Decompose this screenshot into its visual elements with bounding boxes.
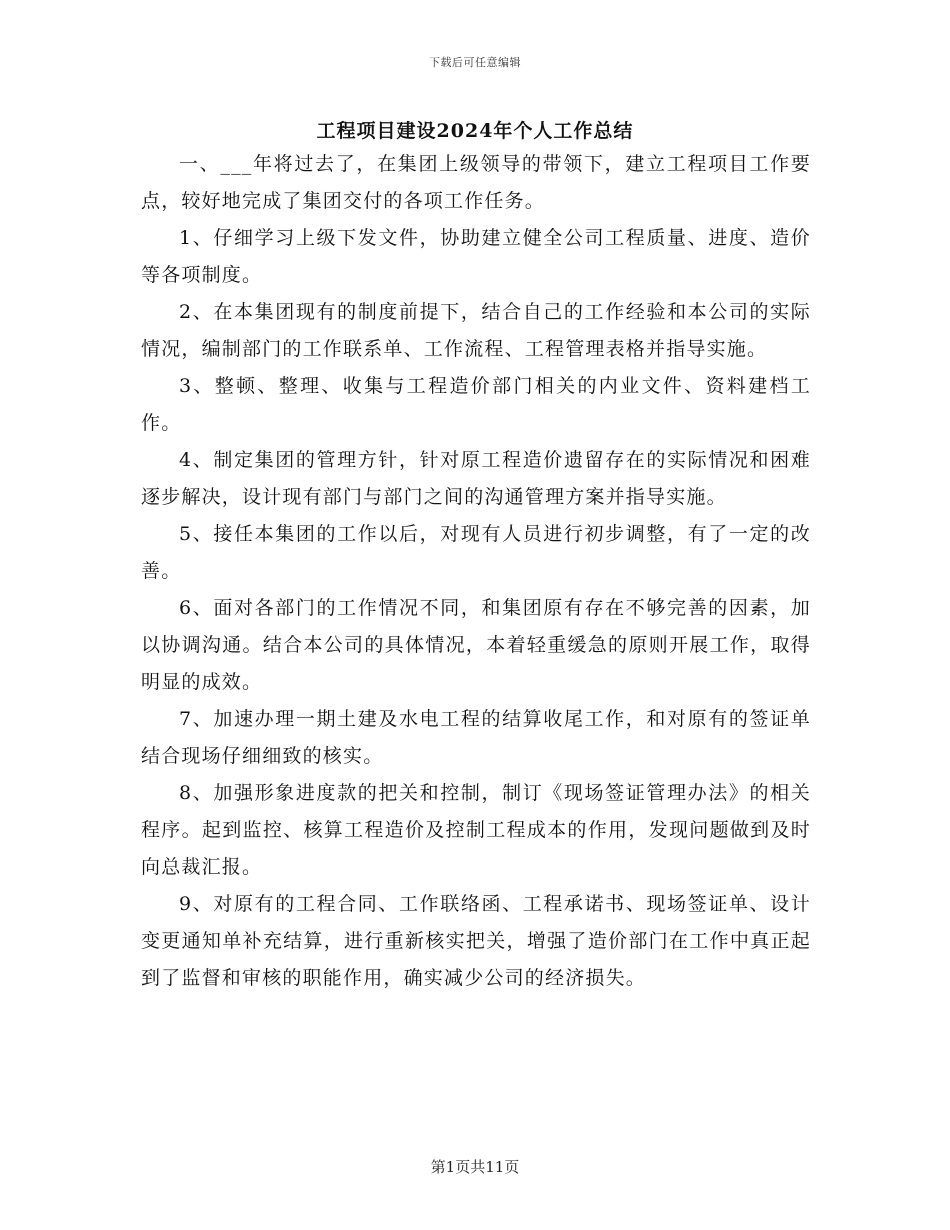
document-body xyxy=(141,146,811,997)
document-title: 工程项目建设2024年个人工作总结 xyxy=(316,120,634,142)
paragraph-item-1: 1、仔细学习上级下发文件，协助建立健全公司工程质量、进度、造价等各项制度。 xyxy=(141,227,811,286)
paragraph-item-4: 4、制定集团的管理方针，针对原工程造价遗留存在的实际情况和困难逐步解决，设计现有部门与部门之间的沟通管理方案并指导实施。 xyxy=(141,449,811,508)
paragraph-item-5: 5、接任本集团的工作以后，对现有人员进行初步调整，有了一定的改善。 xyxy=(141,523,811,582)
paragraph-item-9: 9、对原有的工程合同、工作联络函、工程承诺书、现场签证单、设计变更通知单补充结算，进行重新核实把关，增强了造价部门在工作中真正起到了监督和审核的职能作用，确实减少公司的经济损失。 xyxy=(141,893,811,989)
paragraph-item-8: 8、加强形象进度款的把关和控制，制订《现场签证管理办法》的相关程序。起到监控、核算工程造价及控制工程成本的作用，发现问题做到及时向总裁汇报。 xyxy=(141,782,811,878)
paragraph-item-7: 7、加速办理一期土建及水电工程的结算收尾工作，和对原有的签证单结合现场仔细细致的核实。 xyxy=(141,708,811,767)
header-note: 下载后可任意编辑 xyxy=(429,56,521,69)
paragraph-item-6: 6、面对各部门的工作情况不同，和集团原有存在不够完善的因素，加以协调沟通。结合本公司的具体情况，本着轻重缓急的原则开展工作，取得明显的成效。 xyxy=(141,597,811,693)
paragraph-item-3: 3、整顿、整理、收集与工程造价部门相关的内业文件、资料建档工作。 xyxy=(141,375,811,434)
page-number: 第1页共11页 xyxy=(430,1158,520,1176)
paragraph-item-2: 2、在本集团现有的制度前提下，结合自己的工作经验和本公司的实际情况，编制部门的工作联系单、工作流程、工程管理表格并指导实施。 xyxy=(141,301,811,360)
paragraph-intro: 一、___年将过去了，在集团上级领导的带领下，建立工程项目工作要点，较好地完成了集团交付的各项工作任务。 xyxy=(141,153,811,212)
